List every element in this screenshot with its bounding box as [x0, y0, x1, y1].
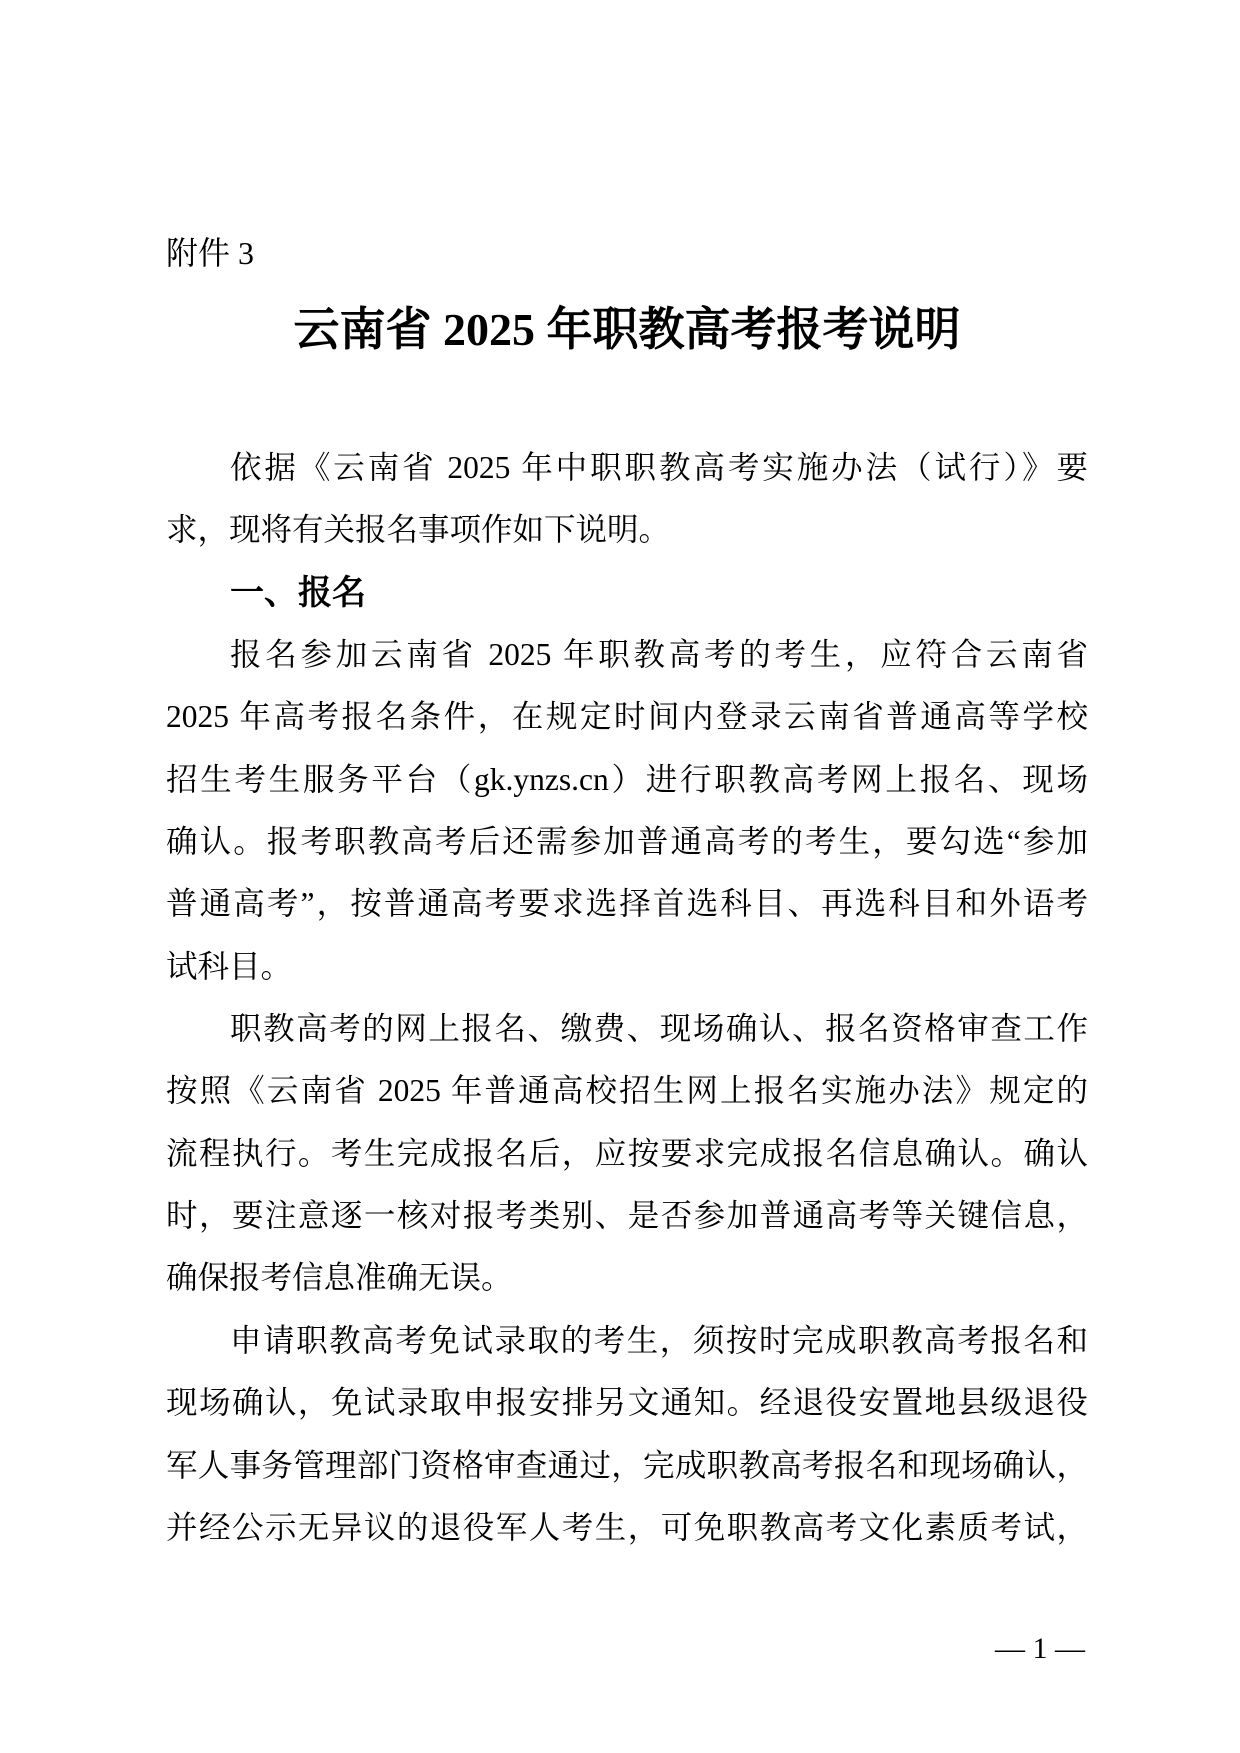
intro-paragraph-line: 求，现将有关报名事项作如下说明。 — [166, 512, 671, 548]
exemption-paragraph-line: 现场确认，免试录取申报安排另文通知。经退役安置地县级退役 — [166, 1385, 1088, 1421]
exemption-paragraph-line: 军人事务管理部门资格审查通过，完成职教高考报名和现场确认， — [166, 1447, 1088, 1483]
attachment-label: 附件 3 — [166, 235, 255, 271]
registration-process-paragraph-line: 确保报考信息准确无误。 — [166, 1260, 513, 1296]
registration-conditions-paragraph-line: 招生考生服务平台（gk.ynzs.cn）进行职教高考网上报名、现场 — [166, 761, 1088, 797]
intro-paragraph-line: 依据《云南省 2025 年中职职教高考实施办法（试行）》要 — [230, 450, 1088, 485]
registration-conditions-paragraph-line: 普通高考”，按普通高考要求选择首选科目、再选科目和外语考 — [166, 886, 1088, 922]
page-number: — 1 — — [995, 1632, 1085, 1665]
registration-conditions-paragraph-line: 确认。报考职教高考后还需参加普通高考的考生，要勾选“参加 — [166, 824, 1088, 860]
document-body — [166, 437, 1088, 1559]
section-heading-registration: 一、报名 — [230, 573, 366, 612]
registration-process-paragraph-line: 按照《云南省 2025 年普通高校招生网上报名实施办法》规定的 — [166, 1073, 1088, 1109]
registration-conditions-paragraph-line: 2025 年高考报名条件，在规定时间内登录云南省普通高等学校 — [166, 699, 1088, 735]
document-title: 云南省 2025 年职教高考报考说明 — [293, 304, 961, 355]
exemption-paragraph-line: 申请职教高考免试录取的考生，须按时完成职教高考报名和 — [230, 1322, 1088, 1358]
registration-conditions-paragraph-line: 报名参加云南省 2025 年职教高考的考生，应符合云南省 — [230, 637, 1088, 673]
registration-conditions-paragraph-line: 试科目。 — [166, 948, 293, 984]
registration-process-paragraph-line: 职教高考的网上报名、缴费、现场确认、报名资格审查工作 — [230, 1011, 1088, 1047]
exemption-paragraph-line: 并经公示无异议的退役军人考生，可免职教高考文化素质考试， — [166, 1509, 1088, 1545]
registration-process-paragraph-line: 时，要注意逐一核对报考类别、是否参加普通高考等关键信息， — [166, 1198, 1088, 1234]
registration-process-paragraph-line: 流程执行。考生完成报名后，应按要求完成报名信息确认。确认 — [166, 1135, 1088, 1171]
